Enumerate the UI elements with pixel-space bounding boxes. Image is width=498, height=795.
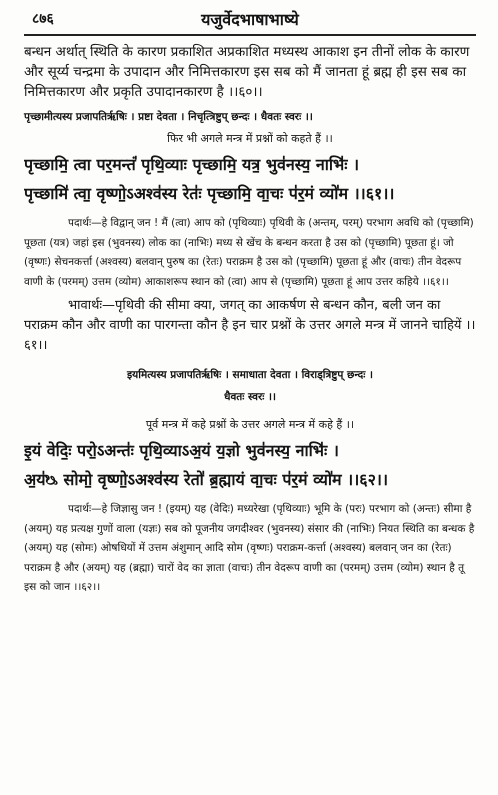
carryover-paragraph: बन्धन अर्थात् स्थिति के कारण प्रकाशित अप्रकाशित मध्यस्थ आकाश इन तीनों लोक के कारण और सूर्य्य चन्द्रमा के उपादान और निमित्तकारण इस सब को मैं जानता हूं ब्रह्म ही इस सब का निमित्तकारण और प्रकृति उपादानकारण है ।।६०।।	[24, 44, 470, 100]
mantra-61-line-1: पृच्छामि॒ त्वा पर॒मन्तं॑ पृथि॒व्याः पृच्छामि॒ यत्र॒ भुव॑नस्य॒ नाभिः॑ ।	[24, 155, 360, 174]
mantra-62-metadata: इयमित्यस्य प्रजापतिर्ऋषिः । समाधाता देवता । विराड्त्रिष्टुप् छन्दः ।	[127, 369, 373, 381]
page-number: ८७६	[32, 11, 54, 27]
mantra-62-line-1: इ॒यं वेदिः॒ परो॒ऽअन्तः॑ पृथि॒व्याऽअ॒यं य॒ज्ञो भुव॑नस्य॒ नाभिः॑ ।	[24, 441, 339, 460]
mantra-62-word-meaning: पदार्थः—हे जिज्ञासु जन ! (इयम्) यह (वेदिः) मध्यरेखा (पृथिव्याः) भूमि के (परः) परभाग को (अन्तः) सीमा है (अयम्) यह प्रत्यक्ष गुणों वाला (यज्ञः) सब को पूजनीय जगदीश्वर (भुवनस्य) संसार की (नाभिः) नियत स्थिति का बन्धक है (अयम्) यह (सोमः) ओषधियों में उत्तम अंशुमान् आदि सोम (वृष्णः) पराक्रम-कर्त्ता (अश्वस्य) बलवान् जन का (रेतः) पराक्रम है और (अयम्) यह (ब्रह्मा) चारों वेद का ज्ञाता (वाचः) तीन वेदरूप वाणी का (परमम्) उत्तम (व्योम) स्थान है तू इस को जान ।।६२।।	[24, 503, 475, 593]
mantra-62-intro: पूर्व मन्त्र में कहे प्रश्नों के उत्तर अगले मन्त्र में कहे हैं ।।	[145, 418, 355, 431]
running-title: यजुर्वेदभाषाभाष्ये	[201, 10, 299, 29]
mantra-61-purport: भावार्थः—पृथिवी की सीमा क्या, जगत् का आकर्षण से बन्धन कौन, बली जन का पराक्रम कौन और वाणी का पारगन्ता कौन है इन चार प्रश्नों के उत्तर अगले मन्त्र में जानने चाहियें ।।६१।।	[24, 298, 476, 353]
page-header	[24, 0, 476, 34]
mantra-62-line-2: अ॒य॑ᳬ सोमो॒ वृष्णो॒ऽअश्व॑स्य रेतो॑ ब्र॒ह्मायं वा॒चः प॑र॒मं व्यो॑म ।।६२।।	[24, 470, 389, 489]
header-rule	[24, 34, 476, 36]
mantra-62-metadata-line-2: धैवतः स्वरः ।।	[223, 391, 276, 403]
mantra-61-line-2: पृच्छामि॑ त्वा॒ वृष्णो॒ऽअश्व॑स्य रेतः॑ पृच्छामि॒ वा॒चः प॑र॒मं व्यो॑म ।।६१।।	[24, 184, 395, 203]
mantra-61-word-meaning: पदार्थः—हे विद्वान् जन ! मैं (त्वा) आप को (पृथिव्याः) पृथिवी के (अन्तम्, परम्) परभाग अवधि को (पृच्छामि) पूछता (यत्र) जहां इस (भुवनस्य) लोक का (नाभिः) मध्य से खेंच के बन्धन करता है उस को (पृच्छामि) पूछता हूं। जो (वृष्णः) सेचनकर्त्ता (अश्वस्य) बलवान् पुरुष का (रेतः) पराक्रम है उस को (पृच्छामि) पूछता हूं और (वाचः) तीन वेदरूप वाणी के (परमम्) उत्तम (व्योम) आकाशरूप स्थान को (त्वा) आप से (पृच्छामि) पूछता हूं आप उत्तर कहिये ।।६१।।	[24, 217, 474, 288]
mantra-61-intro: फिर भी अगले मन्त्र में प्रश्नों को कहते हैं ।।	[167, 132, 333, 145]
mantra-61-metadata: पृच्छामीत्यस्य प्रजापतिर्ऋषिः । प्रष्टा देवता । निचृत्त्रिष्टुप् छन्दः । धैवतः स्वरः ।।	[24, 111, 313, 123]
